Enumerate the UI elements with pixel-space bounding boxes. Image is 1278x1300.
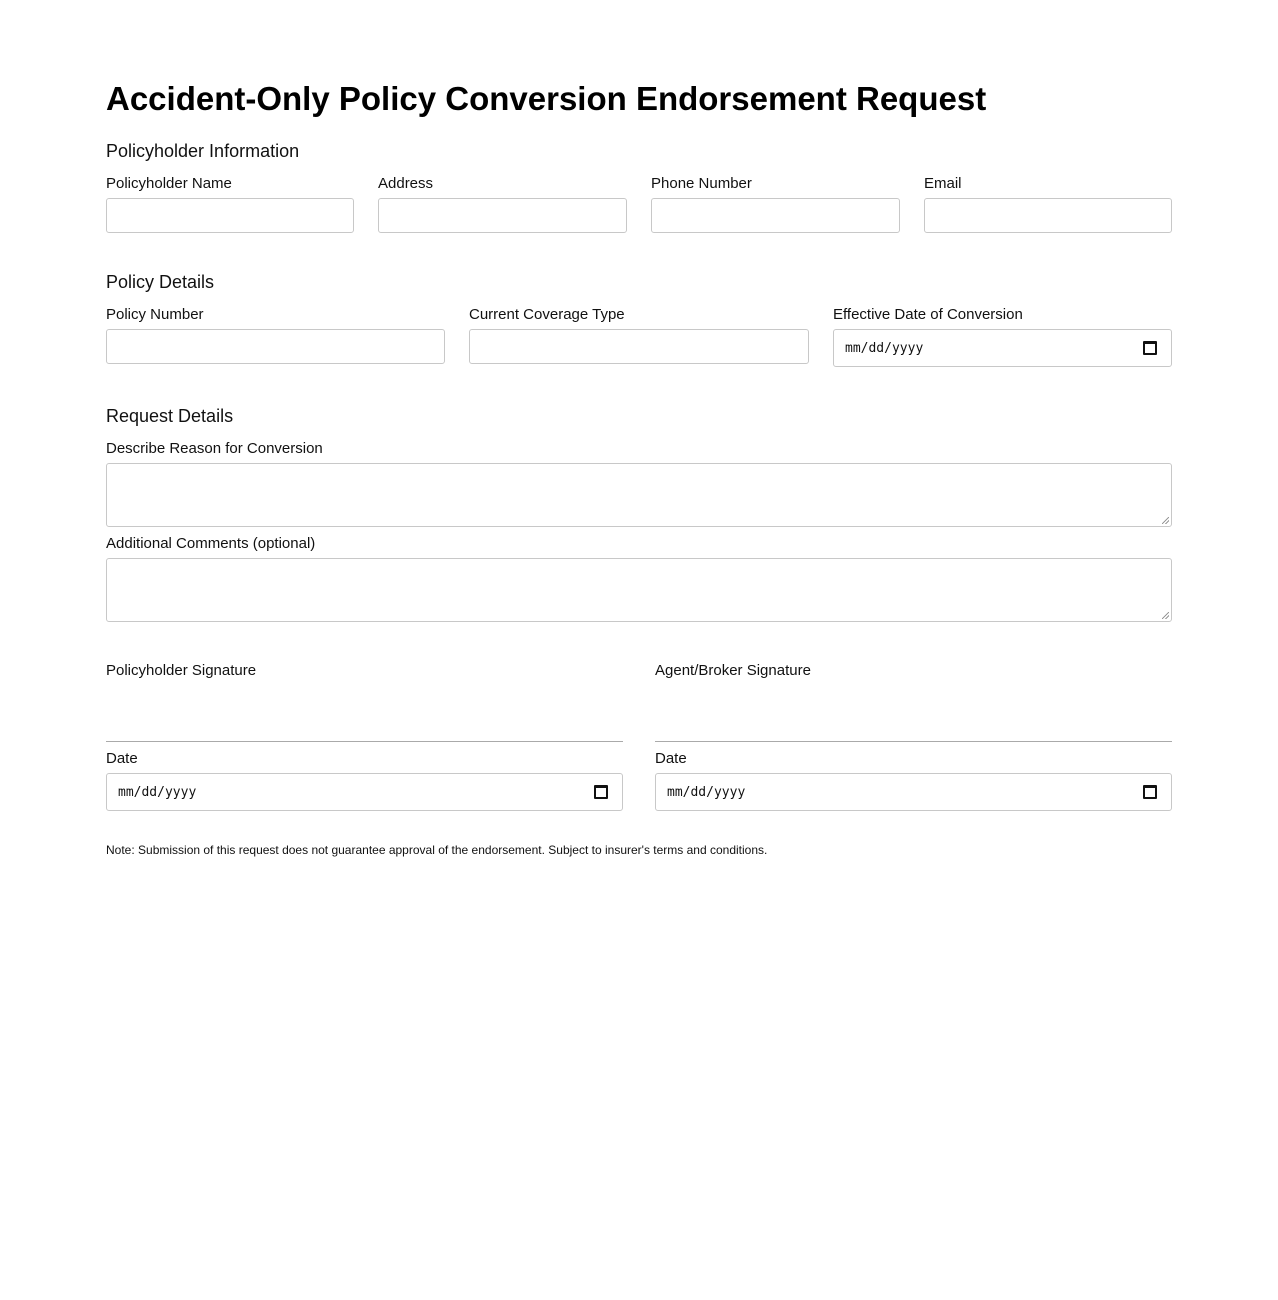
label-agent-signature: Agent/Broker Signature [655, 662, 811, 679]
agent-date-input[interactable] [655, 773, 1172, 811]
email-input[interactable] [924, 198, 1172, 233]
label-email: Email [924, 175, 962, 192]
coverage-type-input[interactable] [469, 329, 809, 364]
address-input[interactable] [378, 198, 627, 233]
policyholder-name-input[interactable] [106, 198, 354, 233]
date-placeholder: mm/dd/yyyy [118, 784, 197, 800]
agent-signature-line[interactable] [655, 741, 1172, 742]
label-policyholder-signature: Policyholder Signature [106, 662, 257, 679]
section-request-details: Request Details [106, 406, 234, 426]
resize-handle-icon[interactable] [1162, 517, 1169, 524]
date-placeholder: mm/dd/yyyy [845, 340, 924, 356]
policyholder-date-input[interactable] [106, 773, 623, 811]
section-policyholder-info: Policyholder Information [106, 141, 300, 161]
effective-date-input[interactable] [833, 329, 1172, 367]
date-placeholder: mm/dd/yyyy [667, 784, 746, 800]
label-date-agent: Date [655, 750, 687, 767]
section-policy-details: Policy Details [106, 272, 215, 292]
label-coverage-type: Current Coverage Type [469, 306, 625, 323]
reason-textarea[interactable] [106, 463, 1172, 527]
label-address: Address [378, 175, 434, 192]
label-reason: Describe Reason for Conversion [106, 440, 323, 457]
label-date-policyholder: Date [106, 750, 138, 767]
calendar-icon[interactable] [594, 785, 608, 799]
page-title: Accident-Only Policy Conversion Endorsement Request [106, 80, 987, 117]
label-effective-date: Effective Date of Conversion [833, 306, 1023, 323]
comments-textarea[interactable] [106, 558, 1172, 622]
label-policyholder-name: Policyholder Name [106, 175, 232, 192]
label-phone: Phone Number [651, 175, 752, 192]
resize-handle-icon[interactable] [1162, 612, 1169, 619]
calendar-icon[interactable] [1143, 341, 1157, 355]
policy-number-input[interactable] [106, 329, 445, 364]
calendar-icon[interactable] [1143, 785, 1157, 799]
disclaimer-note: Note: Submission of this request does not guarantee approval of the endorsement. Subject to insurer's terms and conditions. [106, 843, 768, 857]
label-comments: Additional Comments (optional) [106, 535, 316, 552]
label-policy-number: Policy Number [106, 306, 204, 323]
policyholder-signature-line[interactable] [106, 741, 623, 742]
phone-input[interactable] [651, 198, 900, 233]
